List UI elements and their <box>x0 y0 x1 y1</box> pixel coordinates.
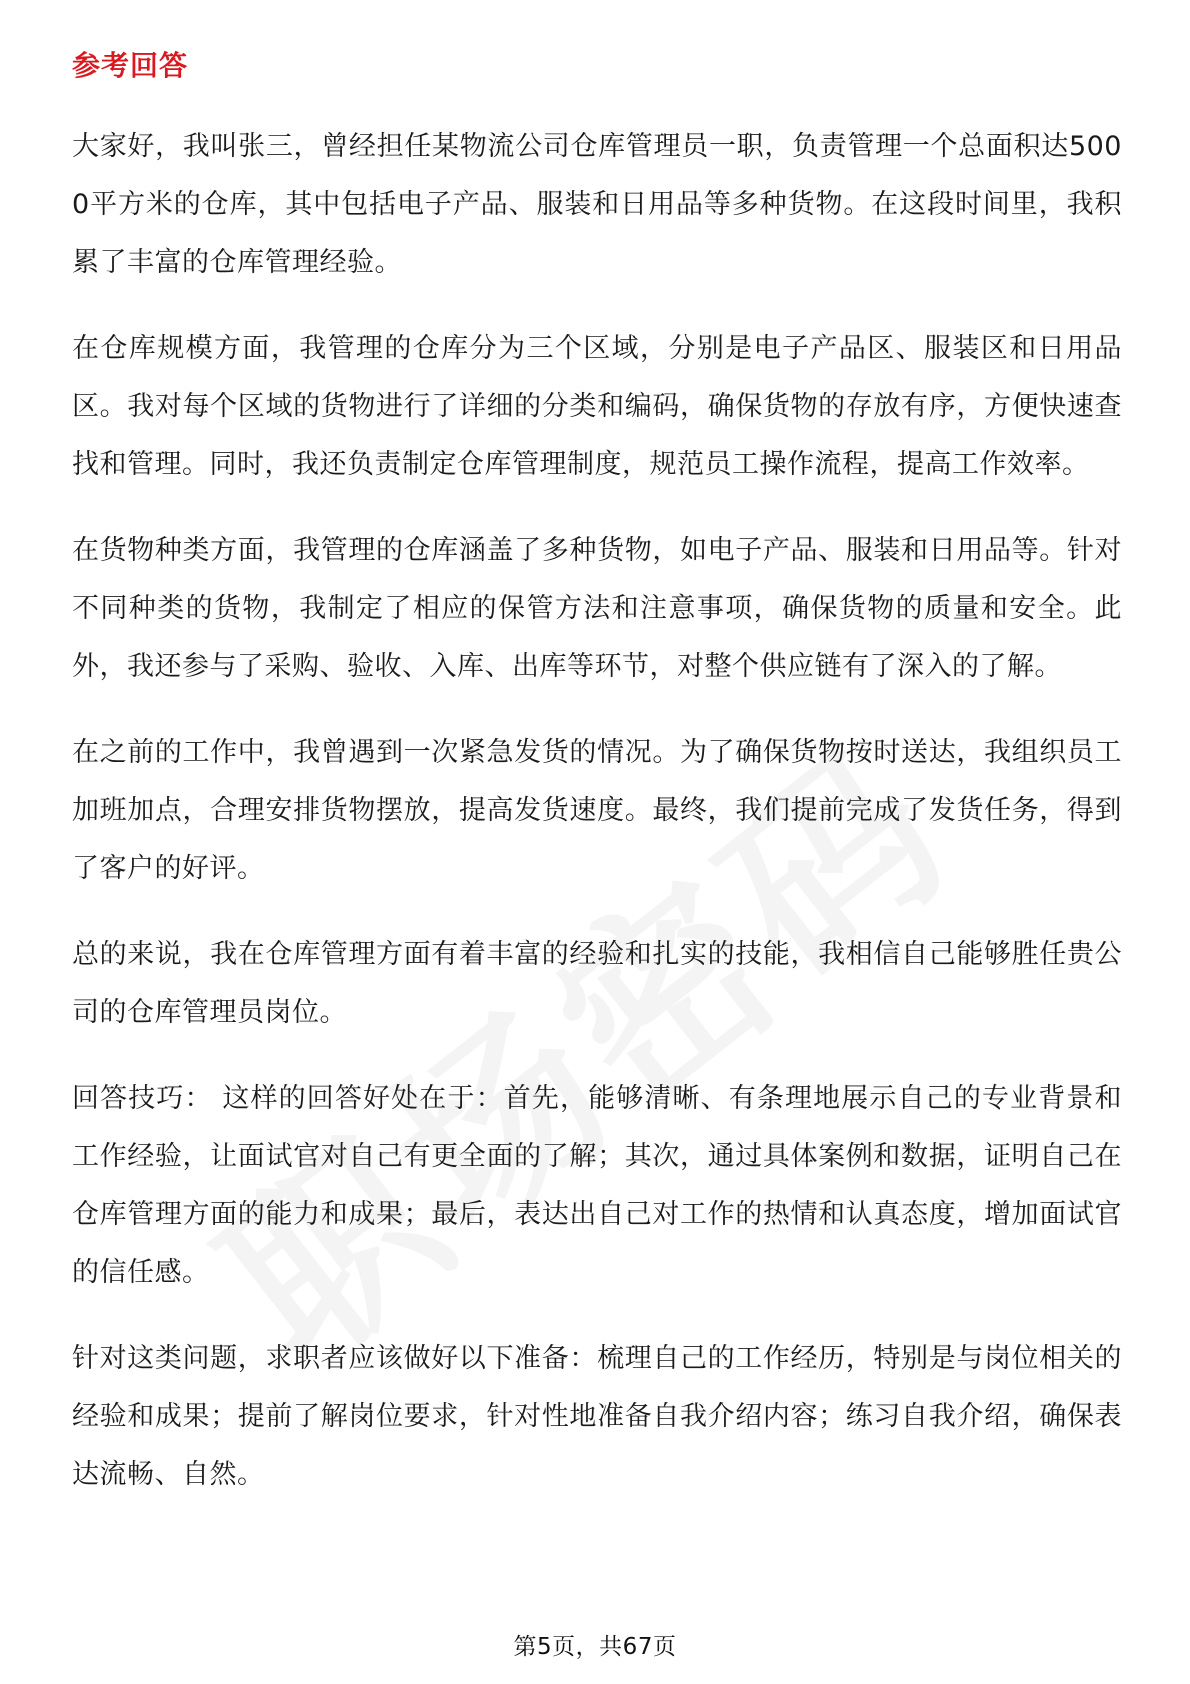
page-number: 第5页，共67页 <box>513 1634 677 1660</box>
paragraph-summary: 总的来说，我在仓库管理方面有着丰富的经验和扎实的技能，我相信自己能够胜任贵公司的仓库管理员岗位。 <box>72 939 1122 1028</box>
section-heading: 参考回答 <box>72 49 189 82</box>
paragraph-answer-tips: 回答技巧： 这样的回答好处在于：首先，能够清晰、有条理地展示自己的专业背景和工作经验，让面试官对自己有更全面的了解；其次，通过具体案例和数据，证明自己在仓库管理方面的能力和成果；最后，表达出自己对工作的热情和认真态度，增加面试官的信任感。 <box>72 1083 1122 1288</box>
document-content <box>72 46 1122 1532</box>
paragraph-warehouse-scale: 在仓库规模方面，我管理的仓库分为三个区域，分别是电子产品区、服装区和日用品区。我对每个区域的货物进行了详细的分类和编码，确保货物的存放有序，方便快速查找和管理。同时，我还负责制定仓库管理制度，规范员工操作流程，提高工作效率。 <box>72 333 1122 480</box>
paragraph-goods-types: 在货物种类方面，我管理的仓库涵盖了多种货物，如电子产品、服装和日用品等。针对不同种类的货物，我制定了相应的保管方法和注意事项，确保货物的质量和安全。此外，我还参与了采购、验收、入库、出库等环节，对整个供应链有了深入的了解。 <box>72 535 1122 682</box>
paragraph-preparation: 针对这类问题，求职者应该做好以下准备：梳理自己的工作经历，特别是与岗位相关的经验和成果；提前了解岗位要求，针对性地准备自我介绍内容；练习自我介绍，确保表达流畅、自然。 <box>72 1343 1122 1490</box>
paragraph-urgent-shipment: 在之前的工作中，我曾遇到一次紧急发货的情况。为了确保货物按时送达，我组织员工加班加点，合理安排货物摆放，提高发货速度。最终，我们提前完成了发货任务，得到了客户的好评。 <box>72 737 1122 884</box>
paragraph-intro: 大家好，我叫张三，曾经担任某物流公司仓库管理员一职，负责管理一个总面积达5000平方米的仓库，其中包括电子产品、服装和日用品等多种货物。在这段时间里，我积累了丰富的仓库管理经验。 <box>72 131 1122 278</box>
